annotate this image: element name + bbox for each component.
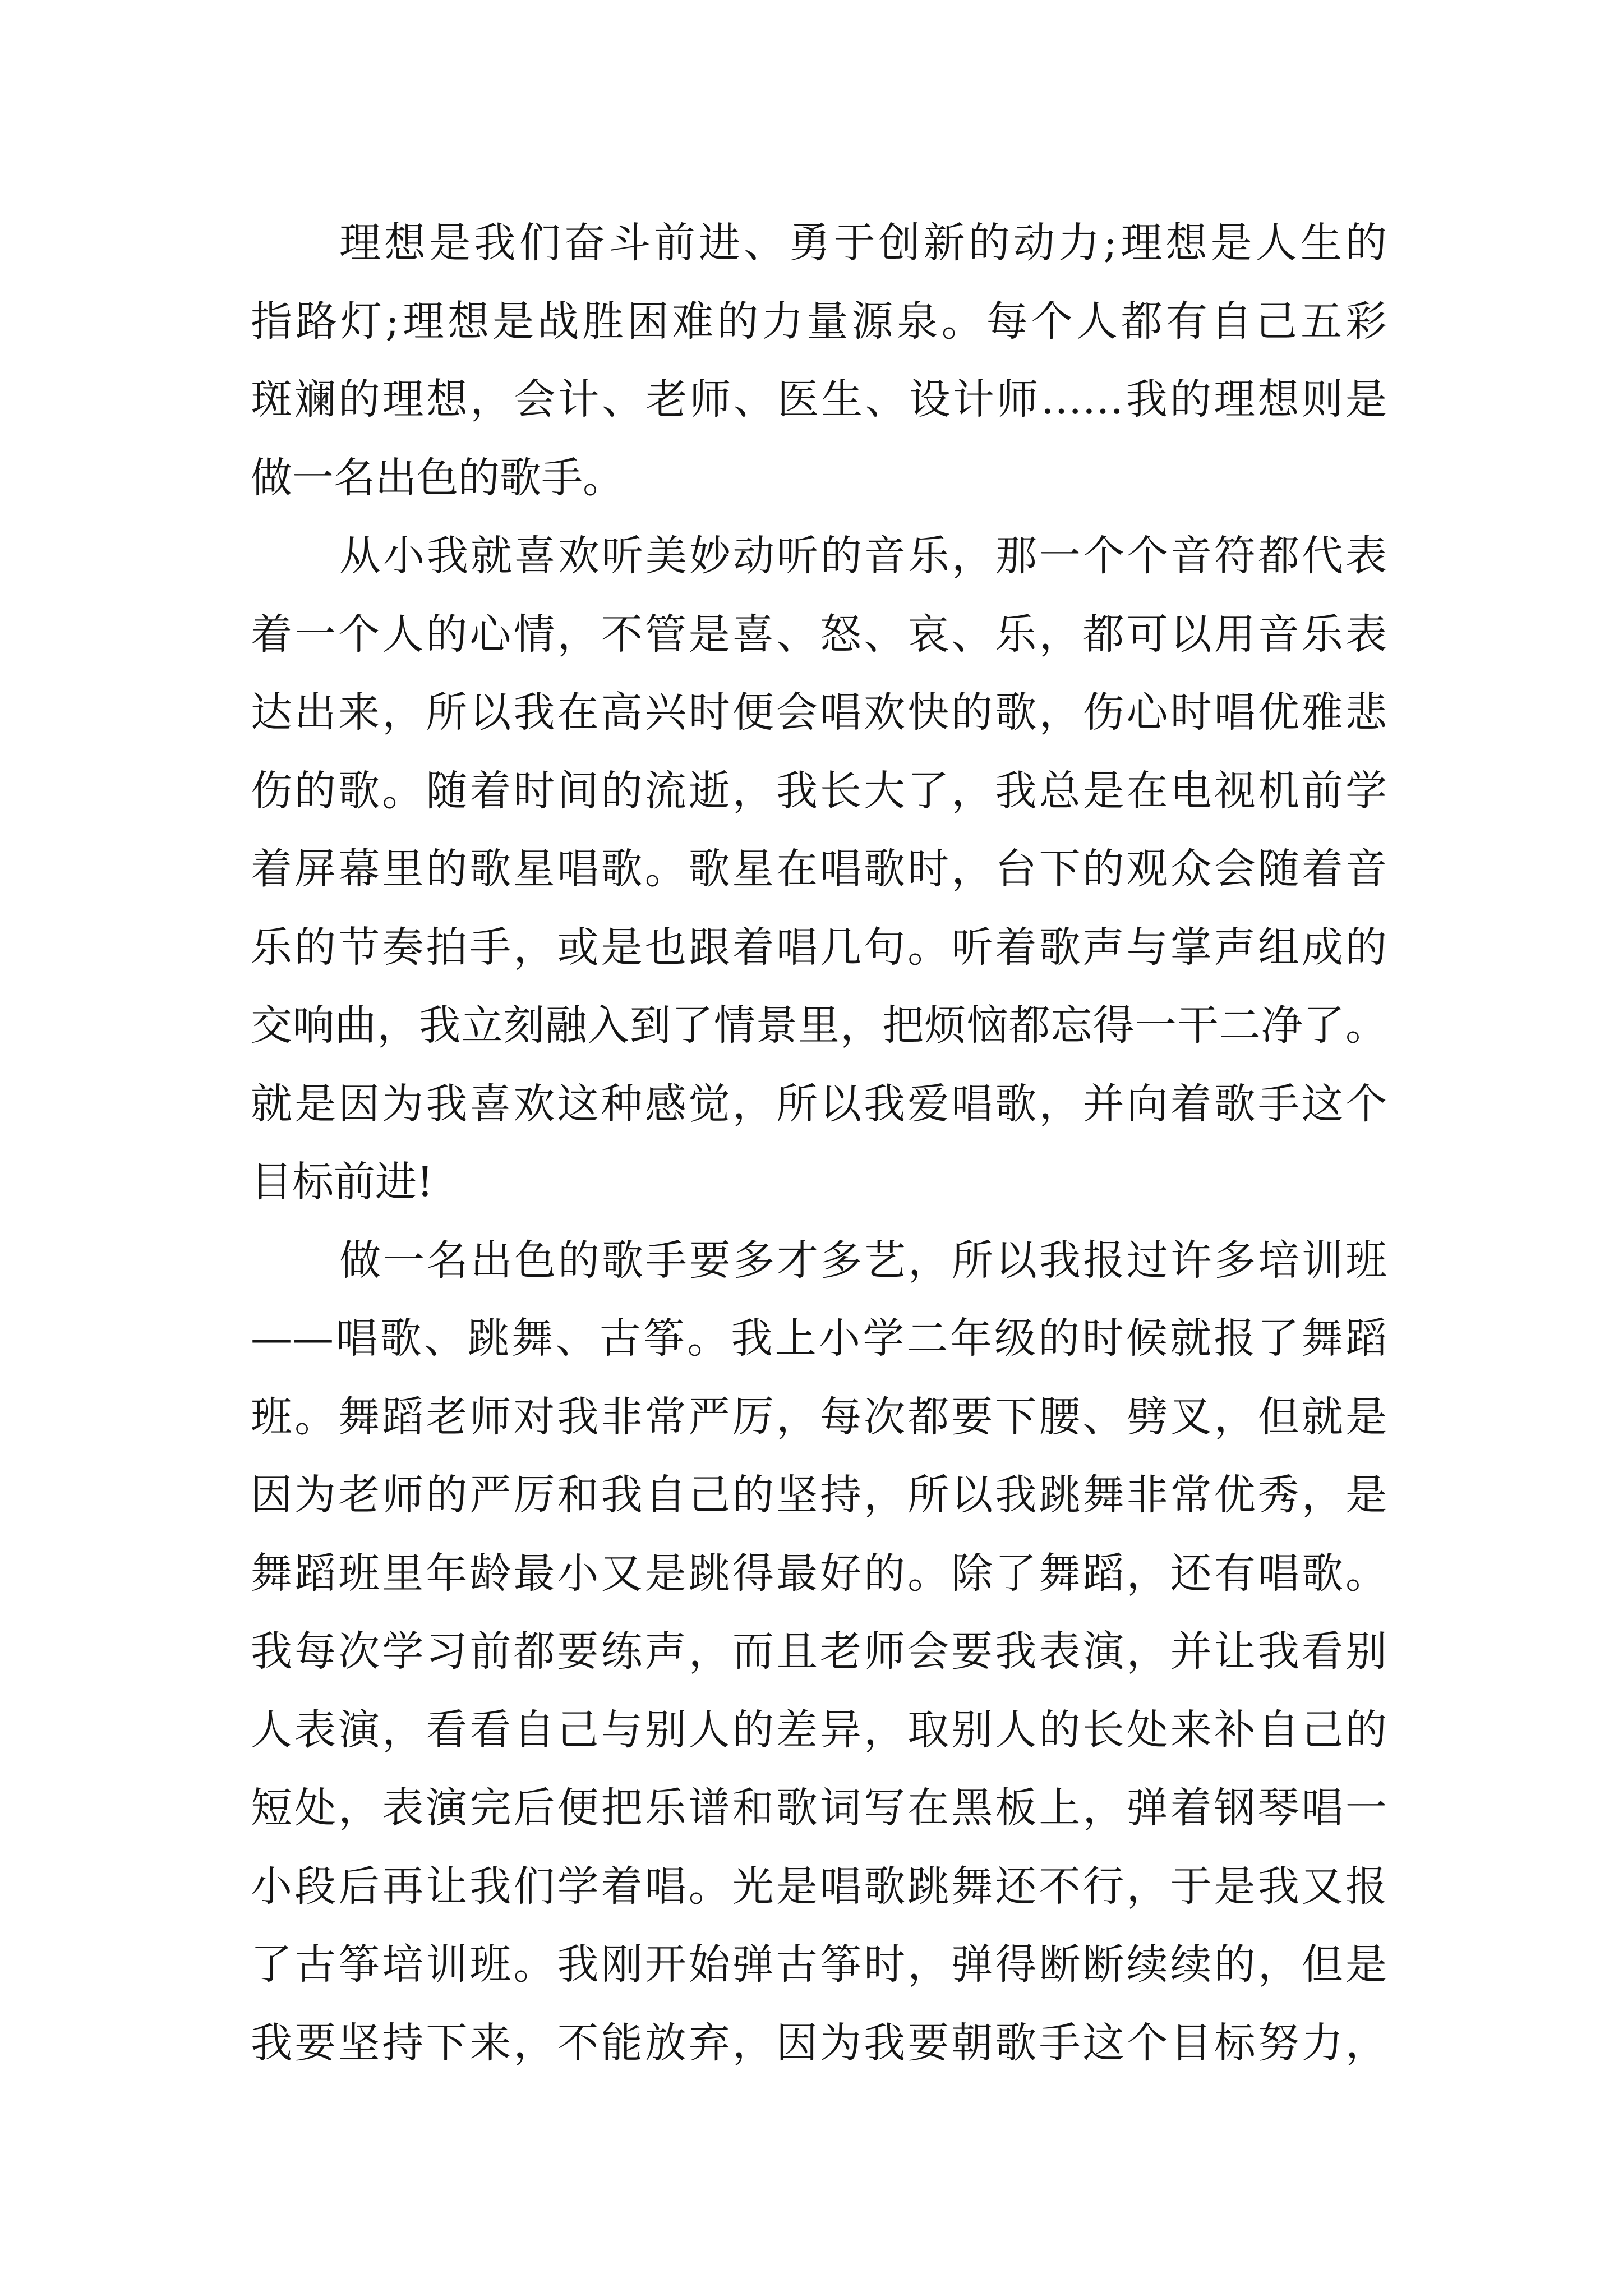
text-line: 短处，表演完后便把乐谱和歌词写在黑板上，弹着钢琴唱一 xyxy=(251,1784,1387,1832)
text-line: ——唱歌、跳舞、古筝。我上小学二年级的时候就报了舞蹈 xyxy=(251,1314,1387,1363)
paragraph-ideal xyxy=(251,204,1387,517)
text-line: 班。舞蹈老师对我非常严厉，每次都要下腰、劈叉，但就是 xyxy=(251,1392,1387,1441)
text-line: 着屏幕里的歌星唱歌。歌星在唱歌时，台下的观众会随着音 xyxy=(251,845,1387,893)
text-line: 斑斓的理想，会计、老师、医生、设计师……我的理想则是 xyxy=(251,375,1387,424)
text-line: 小段后再让我们学着唱。光是唱歌跳舞还不行，于是我又报 xyxy=(251,1862,1387,1911)
text-line: 我要坚持下来，不能放弃，因为我要朝歌手这个目标努力， xyxy=(251,2018,1387,2067)
text-line: 了古筝培训班。我刚开始弹古筝时，弹得断断续续的，但是 xyxy=(251,1940,1387,1989)
text-line: 交响曲，我立刻融入到了情景里，把烦恼都忘得一干二净了。 xyxy=(251,1001,1387,1050)
text-line: 因为老师的严厉和我自己的坚持，所以我跳舞非常优秀，是 xyxy=(251,1471,1387,1519)
text-line: 伤的歌。随着时间的流逝，我长大了，我总是在电视机前学 xyxy=(251,766,1387,815)
text-line: 我每次学习前都要练声，而且老师会要我表演，并让我看别 xyxy=(251,1627,1387,1676)
text-line: 舞蹈班里年龄最小又是跳得最好的。除了舞蹈，还有唱歌。 xyxy=(251,1549,1387,1598)
text-line: 达出来，所以我在高兴时便会唱欢快的歌，伤心时唱优雅悲 xyxy=(251,688,1387,737)
text-line: 目标前进! xyxy=(251,1158,434,1206)
paragraph-music xyxy=(251,517,1387,1222)
text-line: 人表演，看看自己与别人的差异，取别人的长处来补自己的 xyxy=(251,1705,1387,1754)
text-line: 就是因为我喜欢这种感觉，所以我爱唱歌，并向着歌手这个 xyxy=(251,1079,1387,1128)
text-line: 指路灯;理想是战胜困难的力量源泉。每个人都有自己五彩 xyxy=(251,297,1387,346)
text-line: 做一名出色的歌手。 xyxy=(251,453,624,502)
text-line: 理想是我们奋斗前进、勇于创新的动力;理想是人生的 xyxy=(339,219,1387,267)
text-line: 乐的节奏拍手，或是也跟着唱几句。听着歌声与掌声组成的 xyxy=(251,923,1387,972)
paragraph-training xyxy=(251,1222,1387,2083)
text-line: 做一名出色的歌手要多才多艺，所以我报过许多培训班 xyxy=(339,1236,1387,1285)
text-line: 着一个人的心情，不管是喜、怒、哀、乐，都可以用音乐表 xyxy=(251,610,1387,659)
text-line: 从小我就喜欢听美妙动听的音乐，那一个个音符都代表 xyxy=(339,532,1387,580)
document-body xyxy=(251,204,1387,2082)
